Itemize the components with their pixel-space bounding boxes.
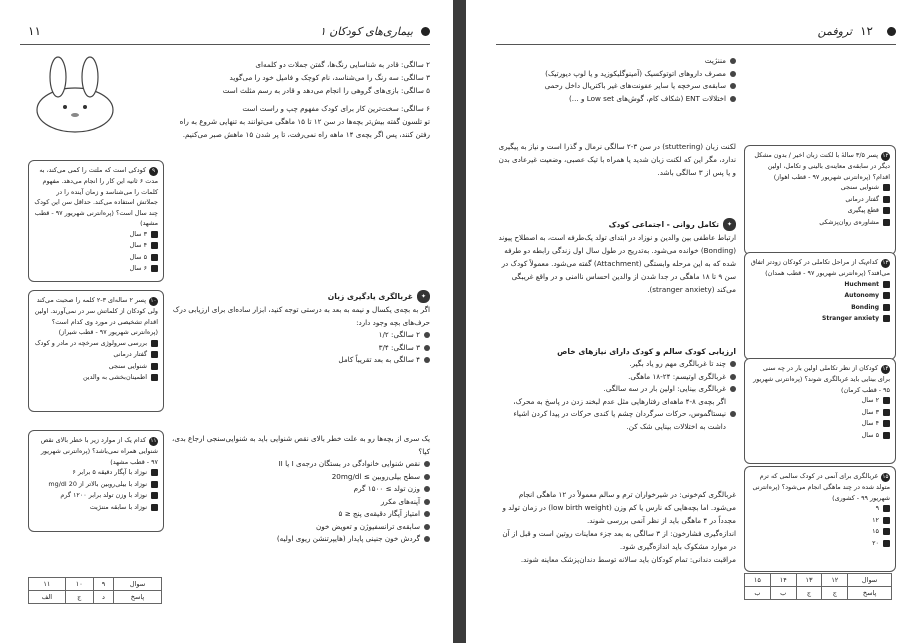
option[interactable]: نوزاد با وزن تولد برابر ۱۲۰۰ گرم: [34, 490, 158, 502]
checkbox-icon: [883, 397, 890, 404]
right-header-title: تروفمن: [817, 24, 853, 38]
question-text: ۱۳کدام‌یک از مراحل تکاملی در کودکان زودتر اتفاق می‌افتد؟ (پره‌انترنی شهریور ۹۷ - قطب همدان): [750, 258, 890, 277]
language-section: [165, 290, 430, 367]
option[interactable]: ۲ سال: [750, 395, 890, 407]
intro-block-2: [165, 102, 430, 141]
option[interactable]: Stranger anxiety: [750, 313, 890, 325]
option[interactable]: ۱۲: [750, 515, 890, 527]
right-answer-table: [744, 573, 892, 600]
right-page-number: ۱۲: [860, 24, 873, 38]
rabbit-logo-icon: [421, 27, 430, 36]
answer-cell: د: [93, 591, 113, 604]
hearing-item: نقص شنوایی خانوادگی در بستگان درجه‌ی I یا II: [165, 458, 430, 471]
left-page: [0, 0, 453, 643]
checkbox-icon: [883, 420, 890, 427]
question-box-9: [28, 160, 164, 282]
question-box-10: [28, 290, 164, 412]
option[interactable]: ۳ سال: [34, 229, 158, 241]
checkbox-icon: [883, 196, 890, 203]
hearing-body: یک سری از بچه‌ها رو به علت خطر بالای نقص شنوایی باید به شنوایی‌سنجی ارجاع بدی، کیا؟: [172, 434, 430, 456]
checkbox-icon: [151, 242, 158, 249]
option[interactable]: ۹: [750, 503, 890, 515]
answer-cell: ۱۳: [796, 574, 822, 587]
eval-item: اگر بچه‌ی ۸-۴ ماهه‌ای رفتارهایی مثل عدم لبخند زدن در پاسخ به محرک، نیستاگموس، حرکات سرگردان چشم یا کندی حرکات در پیدا کردن اشیاء داشت به اختلالات بینایی شک کن.: [496, 396, 736, 434]
right-page: [466, 0, 919, 643]
option[interactable]: ۵ سال: [750, 430, 890, 442]
psych-section-title: ✦ تکامل روانی - اجتماعی کودک: [496, 218, 736, 231]
option[interactable]: نوزاد با سابقه مننژیت: [34, 502, 158, 514]
intro-line: ۳ سالگی: سه رنگ را می‌شناسد، نام کوچک و فامیل خود را می‌گوید: [229, 73, 430, 82]
left-page-number: ۱۱: [28, 24, 41, 38]
option[interactable]: نوزاد با آپگار دقیقه ۵ برابر ۶: [34, 467, 158, 479]
option[interactable]: شنوایی سنجی: [34, 361, 158, 373]
hearing-item: آپنه‌های مکرر: [165, 496, 430, 509]
language-body: اگر به بچه‌ی یکسال و نیمه به بعد به درستی توجه کنید، ابزار ساده‌ای برای ارزیابی درک حرف‌های بچه وجود دارد:: [172, 305, 430, 327]
option[interactable]: بررسی سرولوژی سرخچه در مادر و کودک: [34, 338, 158, 350]
checkbox-icon: [151, 340, 158, 347]
checkbox-icon: [883, 505, 890, 512]
question-box-11: [28, 430, 164, 532]
option[interactable]: Autonomy: [750, 290, 890, 302]
question-box-15: [744, 466, 896, 572]
eval-section: [496, 345, 736, 433]
hearing-item: گردش خون جنینی پایدار (هایپرتنشن ریوی اولیه): [165, 533, 430, 546]
option[interactable]: ۵ سال: [34, 252, 158, 264]
checkbox-icon: [151, 265, 158, 272]
checkbox-icon: [883, 207, 890, 214]
left-header-divider: [20, 44, 430, 45]
question-text: ۹کودکی است که ملتت را کمی می‌کند، به مدت ۶ ثانیه این کار را انجام می‌دهد. مفهوم کلمات را می‌شناسد و زمان آینده را در جملاتش استفاده می‌کند. حداقل سن این کودک چند سال است؟ (پره‌انترنی شهریور ۹۷ - قطب مشهد): [34, 166, 158, 227]
question-text: ۱۵غربالگری برای آنمی در کودک سالمی که ترم متولد شده در چند ماهگی انجام می‌شود؟ (پره‌انترنی شهریور ۹۹ - کشوری): [752, 472, 890, 502]
intro-line: ۵ سالگی: بازی‌های گروهی را انجام می‌دهد و قادر به رسم مثلث است: [222, 86, 430, 95]
answer-cell: ج: [796, 587, 822, 600]
question-text: ۱۰پسر ۲ ساله‌ای ۳-۲ کلمه را صحبت می‌کند ولی کودکان از کلماتش سر در نمی‌آورند. اولین اقدام تشخیصی در مورد وی کدام است؟ (پره‌انترنی شهریور ۹۷ - قطب شیراز): [34, 296, 158, 336]
bunny-illustration: [30, 55, 120, 135]
answer-cell: ۹: [93, 578, 113, 591]
psych-section: [496, 218, 736, 296]
answer-cell: ۱۲: [822, 574, 848, 587]
checkbox-icon: [883, 432, 890, 439]
hearing-item: وزن تولد ≥ ۱۵۰۰ گرم: [165, 483, 430, 496]
answer-cell: سوال: [113, 578, 161, 591]
list-item: مننژیت: [496, 55, 736, 68]
intro-line: ۶ سالگی: سخت‌ترین کار برای کودک مفهوم چپ و راست است: [242, 104, 430, 113]
checkbox-icon: [151, 469, 158, 476]
option[interactable]: اطمینان‌بخشی به والدین: [34, 372, 158, 384]
language-item: ۲ سالگی: ۱/۲: [165, 329, 430, 342]
checkbox-icon: [151, 363, 158, 370]
left-header: [20, 18, 430, 44]
option[interactable]: ۶ سال: [34, 263, 158, 275]
psych-body: ارتباط عاطفی بین والدین و نوزاد در ابتدای تولد یک‌طرفه است، به اصطلاح پیوند (Bonding) خوانده می‌شود. به‌تدریج در طول سال اول زندگی رابطه دو طرفه شده که به این مرحله وابستگی (Attachment) گفته می‌شود. معمولاً کودک در سن ۹ تا ۱۸ ماهگی در جدا شدن از والدین احساس ناامنی و در واقع غریبگی می‌کند (stranger anxiety).: [498, 233, 736, 294]
option[interactable]: مشاوره‌ی روان‌پزشکی: [750, 217, 890, 229]
answer-cell: ۱۴: [770, 574, 796, 587]
checkbox-icon: [883, 517, 890, 524]
answer-cell: ۱۵: [745, 574, 771, 587]
hearing-item: امتیاز آپگار دقیقه‌ی پنج ≤ ۵: [165, 508, 430, 521]
checkbox-icon: [883, 184, 890, 191]
answer-cell: ب: [745, 587, 771, 600]
eval-item: غربالگری بینایی: اولین بار در سه سالگی.: [496, 383, 736, 396]
option[interactable]: شنوایی سنجی: [750, 182, 890, 194]
question-text: ۱۲پسر ۳/۵ سالۀ با لکنت زبان اخیر / بدون مشکل دیگر در سابقه‌ی معاینه‌ی بالینی و تکامل، اولین اقدام؟ (پره‌انترنی شهریور ۹۷ - قطب اهواز): [754, 151, 890, 181]
checkbox-icon: [151, 492, 158, 499]
checkbox-icon: [151, 231, 158, 238]
hearing-item: سابقه‌ی ترانسفیوژن و تعویض خون: [165, 521, 430, 534]
option[interactable]: قطع پیگیری: [750, 205, 890, 217]
answer-cell: سوال: [848, 574, 892, 587]
intro-line: ۲ سالگی: قادر به شناسایی رنگ‌ها، گفتن جملات دو کلمه‌ای: [255, 60, 430, 69]
answer-cell: ب: [770, 587, 796, 600]
question-box-12: [744, 145, 896, 255]
option[interactable]: Huchment: [750, 279, 890, 291]
eval-item: چند تا غربالگری مهم رو یاد بگیر.: [496, 358, 736, 371]
checkbox-icon: [151, 374, 158, 381]
checkbox-icon: [151, 254, 158, 261]
book-spine: [453, 0, 466, 643]
checkbox-icon: [883, 315, 890, 322]
answer-cell: ج: [65, 591, 93, 604]
checkbox-icon: [883, 409, 890, 416]
question-text: ۱۴کودکان از نظر تکاملی اولین بار در چه سنی برای بینایی باید غربالگری شوند؟ (پره‌انترنی شهریور ۹۵ - قطب کرمان): [753, 364, 890, 394]
language-item: ۴ سالگی به بعد تقریباً کامل: [165, 354, 430, 367]
answer-cell: پاسخ: [848, 587, 892, 600]
list-item: سابقه‌ی سرخچه یا سایر عفونت‌های غیر باکتریال داخل رحمی: [496, 80, 736, 93]
answer-cell: ۱۰: [65, 578, 93, 591]
checkbox-icon: [883, 528, 890, 535]
answer-cell: ۱۱: [29, 578, 66, 591]
section-badge-icon: ✦: [417, 290, 430, 303]
language-section-title: ✦ غربالگری یادگیری زبان: [165, 290, 430, 303]
answer-cell: ج: [822, 587, 848, 600]
checkbox-icon: [883, 304, 890, 311]
eval-item: غربالگری اوتیسم: ۲۴-۱۸ ماهگی.: [496, 371, 736, 384]
section-badge-icon: ✦: [723, 218, 736, 231]
mascot-logo-icon: [887, 27, 896, 36]
screen-section: [496, 488, 736, 566]
question-box-14: [744, 358, 896, 464]
option[interactable]: ۳ سال: [750, 407, 890, 419]
question-text: ۱۱کدام یک از موارد زیر با خطر بالای نقص شنوایی همراه نمی‌باشد؟ (پره‌انترنی شهریور ۹۷ - قطب مشهد): [40, 436, 158, 466]
screen-body: غربالگری کم‌خونی: در شیرخواران ترم و سالم معمولاً در ۱۲ ماهگی انجام می‌شود. اما بچه‌هایی که نارس یا کم وزن (low birth weight) در زمان تولد و مجدداً در ۴ ماهگی باید از نظر آنمی بررسی شوند.: [502, 490, 736, 525]
option[interactable]: Bonding: [750, 302, 890, 314]
answer-cell: الف: [29, 591, 66, 604]
eval-section-title: ارزیابی کودک سالم و کودک دارای نیازهای خاص: [557, 347, 736, 356]
hearing-item: سطح بیلی‌روبین ≥ 20mg/dl: [165, 471, 430, 484]
stuttering-paragraph: لکنت زبان (stuttering) در سن ۳-۲ سالگی نرمال و گذرا است و نیاز به پیگیری ندارد، مگر این که لکنت زبان شدید یا همراه با تیک عصبی، وضعیت غیرعادی بدن و یا پس از ۳ سالگی باشد.: [498, 142, 736, 177]
option[interactable]: ۱۵: [750, 526, 890, 538]
list-item: مصرف داروهای اتوتوکسیک (آمینوگلیکوزید و یا لوپ دیورتیک): [496, 68, 736, 81]
checkbox-icon: [883, 540, 890, 547]
answer-cell: پاسخ: [113, 591, 161, 604]
checkbox-icon: [883, 292, 890, 299]
checkbox-icon: [151, 481, 158, 488]
left-answer-table: [28, 577, 162, 604]
option[interactable]: ۴ سال: [34, 240, 158, 252]
screen-body: مراقبت دندانی: تمام کودکان باید سالانه توسط دندان‌پزشک معاینه شوند.: [520, 555, 736, 564]
screen-body: اندازه‌گیری فشارخون: از ۳ سالگی به بعد جزء معاینات روتین است و قبل از آن در موارد مشکوک باید اندازه‌گیری شود.: [502, 529, 736, 551]
option[interactable]: گفتار درمانی: [750, 194, 890, 206]
intro-line: تو تلسون گفته بیش‌تر بچه‌ها در سن ۱۲ تا ۱۵ ماهگی می‌توانند به تنهایی شروع به راه رفتن کنند، پس اگر بچه‌ی ۱۴ ماهه راه نمی‌رفت، تا پر شدن ۱۵ ماهش صبر می‌کنیم.: [179, 117, 430, 139]
checkbox-icon: [151, 504, 158, 511]
list-item: اختلالات ENT (شکاف کام، گوش‌های Low set و ...): [496, 93, 736, 106]
checkbox-icon: [151, 351, 158, 358]
checkbox-icon: [883, 281, 890, 288]
hearing-section: [165, 432, 430, 546]
question-box-13: [744, 252, 896, 360]
checkbox-icon: [883, 219, 890, 226]
intro-block: [125, 58, 430, 97]
right-header-divider: [496, 44, 896, 45]
top-list: [496, 55, 736, 105]
option[interactable]: نوزاد با بیلی‌روبین بالاتر از 20 mg/dl: [34, 479, 158, 491]
option[interactable]: ۴ سال: [750, 418, 890, 430]
option[interactable]: ۲۰: [750, 538, 890, 550]
left-header-title: بیماری‌های کودکان ۱: [319, 24, 413, 38]
language-item: ۳ سالگی: ۳/۴: [165, 342, 430, 355]
right-header: [496, 18, 896, 44]
option[interactable]: گفتار درمانی: [34, 349, 158, 361]
